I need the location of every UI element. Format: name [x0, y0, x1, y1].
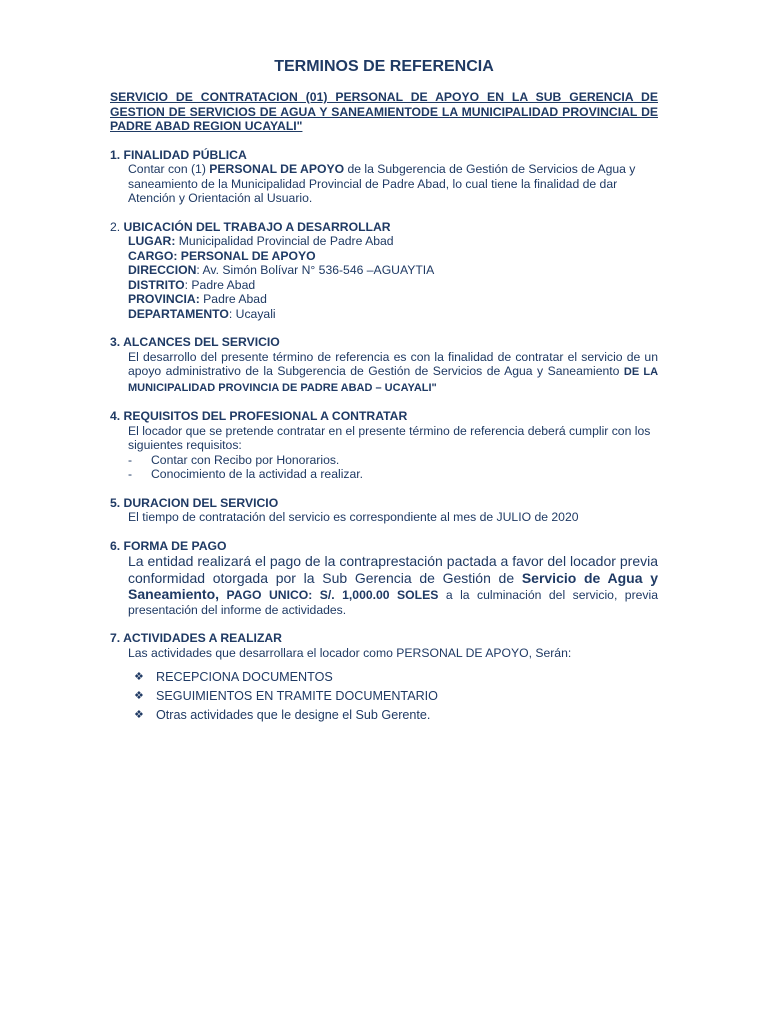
field-label: LUGAR:: [128, 234, 176, 248]
list-item-text: SEGUIMIENTOS EN TRAMITE DOCUMENTARIO: [156, 689, 438, 703]
section-payment: [110, 539, 658, 618]
list-item-text: RECEPCIONA DOCUMENTOS: [156, 670, 333, 684]
section-number: 2.: [110, 219, 121, 234]
list-item-text: Otras actividades que le designe el Sub Gerente.: [156, 708, 431, 722]
field-value: : Ucayali: [228, 306, 276, 321]
section-heading: 4. REQUISITOS DEL PROFESIONAL A CONTRATAR: [110, 409, 408, 423]
text-bold: PERSONAL DE APOYO: [209, 162, 345, 176]
list-item-text: Contar con Recibo por Honorarios.: [151, 452, 340, 467]
dash-marker: -: [128, 467, 133, 481]
field-label: PROVINCIA:: [128, 292, 200, 306]
field-value: : Padre Abad: [184, 277, 256, 292]
section-purpose: [110, 148, 658, 206]
field-departamento: [128, 307, 658, 322]
section-requirements: [110, 409, 658, 482]
section-location: [110, 220, 658, 322]
page-title: TERMINOS DE REFERENCIA: [274, 58, 494, 75]
list-item: [134, 687, 658, 706]
section-activities: [110, 631, 658, 725]
field-value: : Av. Simón Bolívar N° 536-546 –AGUAYTIA: [196, 263, 435, 277]
section-heading: 6. FORMA DE PAGO: [110, 538, 227, 553]
text: a la culminación del servicio, previa presentación del informe de actividades.: [128, 588, 658, 617]
text: El desarrollo del presente término de referencia es con la finalidad de contratar el servicio de un apoyo administrativo de la Subgerencia de Gestión de Servicios de Agua y Saneamiento: [128, 349, 658, 378]
section-heading: 7. ACTIVIDADES A REALIZAR: [110, 631, 282, 645]
list-item: [128, 467, 658, 482]
section-body: [110, 234, 658, 321]
requirements-intro: El locador que se pretende contratar en el presente término de referencia deberá cumplir con los siguientes requisitos:: [128, 423, 651, 452]
section-body: [110, 350, 658, 396]
section-heading: 3. ALCANCES DEL SERVICIO: [110, 335, 280, 349]
document-page: [110, 58, 658, 739]
contract-subject: SERVICIO DE CONTRATACION (01) PERSONAL DE APOYO EN LA SUB GERENCIA DE GESTION DE SERVICIOS DE AGUA Y SANEAMIENTODE LA MUNICIPALIDAD PROVINCIAL DE PADRE ABAD REGION UCAYALI": [110, 90, 658, 133]
list-item: [134, 706, 658, 725]
diamond-bullet-icon: ❖: [134, 709, 144, 721]
section-heading: 5. DURACION DEL SERVICIO: [110, 495, 279, 510]
field-value: Padre Abad: [199, 292, 267, 306]
payment-amount: PAGO UNICO: S/. 1,000.00 SOLES: [219, 588, 439, 602]
diamond-bullet-icon: ❖: [134, 671, 144, 683]
list-item: [128, 453, 658, 468]
diamond-bullet-icon: ❖: [134, 690, 144, 702]
text-bold: DE LA MUNICIPALIDAD PROVINCIA DE PADRE ABAD – UCAYALI": [128, 366, 659, 394]
activities-list: [110, 668, 658, 725]
field-label: DISTRITO: [128, 277, 185, 292]
section-heading: [110, 220, 658, 235]
field-provincia: [128, 292, 658, 307]
field-label: DIRECCION: [128, 263, 197, 277]
list-item: [134, 668, 658, 687]
text: La entidad realizará el pago de la contraprestación pactada a favor del locador previa conformidad otorgada por la Sub Gerencia de Gestión de: [128, 553, 658, 586]
section-body: [110, 553, 658, 617]
section-body: [110, 162, 658, 206]
section-body: [110, 424, 658, 482]
list-item-text: Conocimiento de la actividad a realizar.: [151, 467, 364, 481]
section-scope: [110, 335, 658, 395]
field-cargo: CARGO: PERSONAL DE APOYO: [128, 248, 316, 263]
field-lugar: [128, 234, 658, 249]
section-body: Las actividades que desarrollara el locador como PERSONAL DE APOYO, Serán:: [128, 645, 572, 660]
field-value: Municipalidad Provincial de Padre Abad: [175, 234, 394, 248]
text-bold: Servicio de Agua y Saneamiento,: [128, 569, 658, 602]
dash-marker: -: [128, 452, 133, 467]
section-title: UBICACIÓN DEL TRABAJO A DESARROLLAR: [120, 219, 391, 234]
text: de la Subgerencia de Gestión de Servicios de Agua y saneamiento de la Municipalidad Provincial de Padre Abad, lo cual tiene la finalidad de dar Atención y Orientación al Usuario.: [128, 162, 636, 205]
section-heading: 1. FINALIDAD PÚBLICA: [110, 147, 247, 162]
field-label: DEPARTAMENTO: [128, 306, 229, 321]
section-body: El tiempo de contratación del servicio es correspondiente al mes de JULIO de 2020: [128, 510, 579, 524]
text: Contar con (1): [128, 162, 210, 176]
field-direccion: [128, 263, 658, 278]
section-duration: [110, 496, 658, 525]
field-distrito: [128, 278, 658, 293]
